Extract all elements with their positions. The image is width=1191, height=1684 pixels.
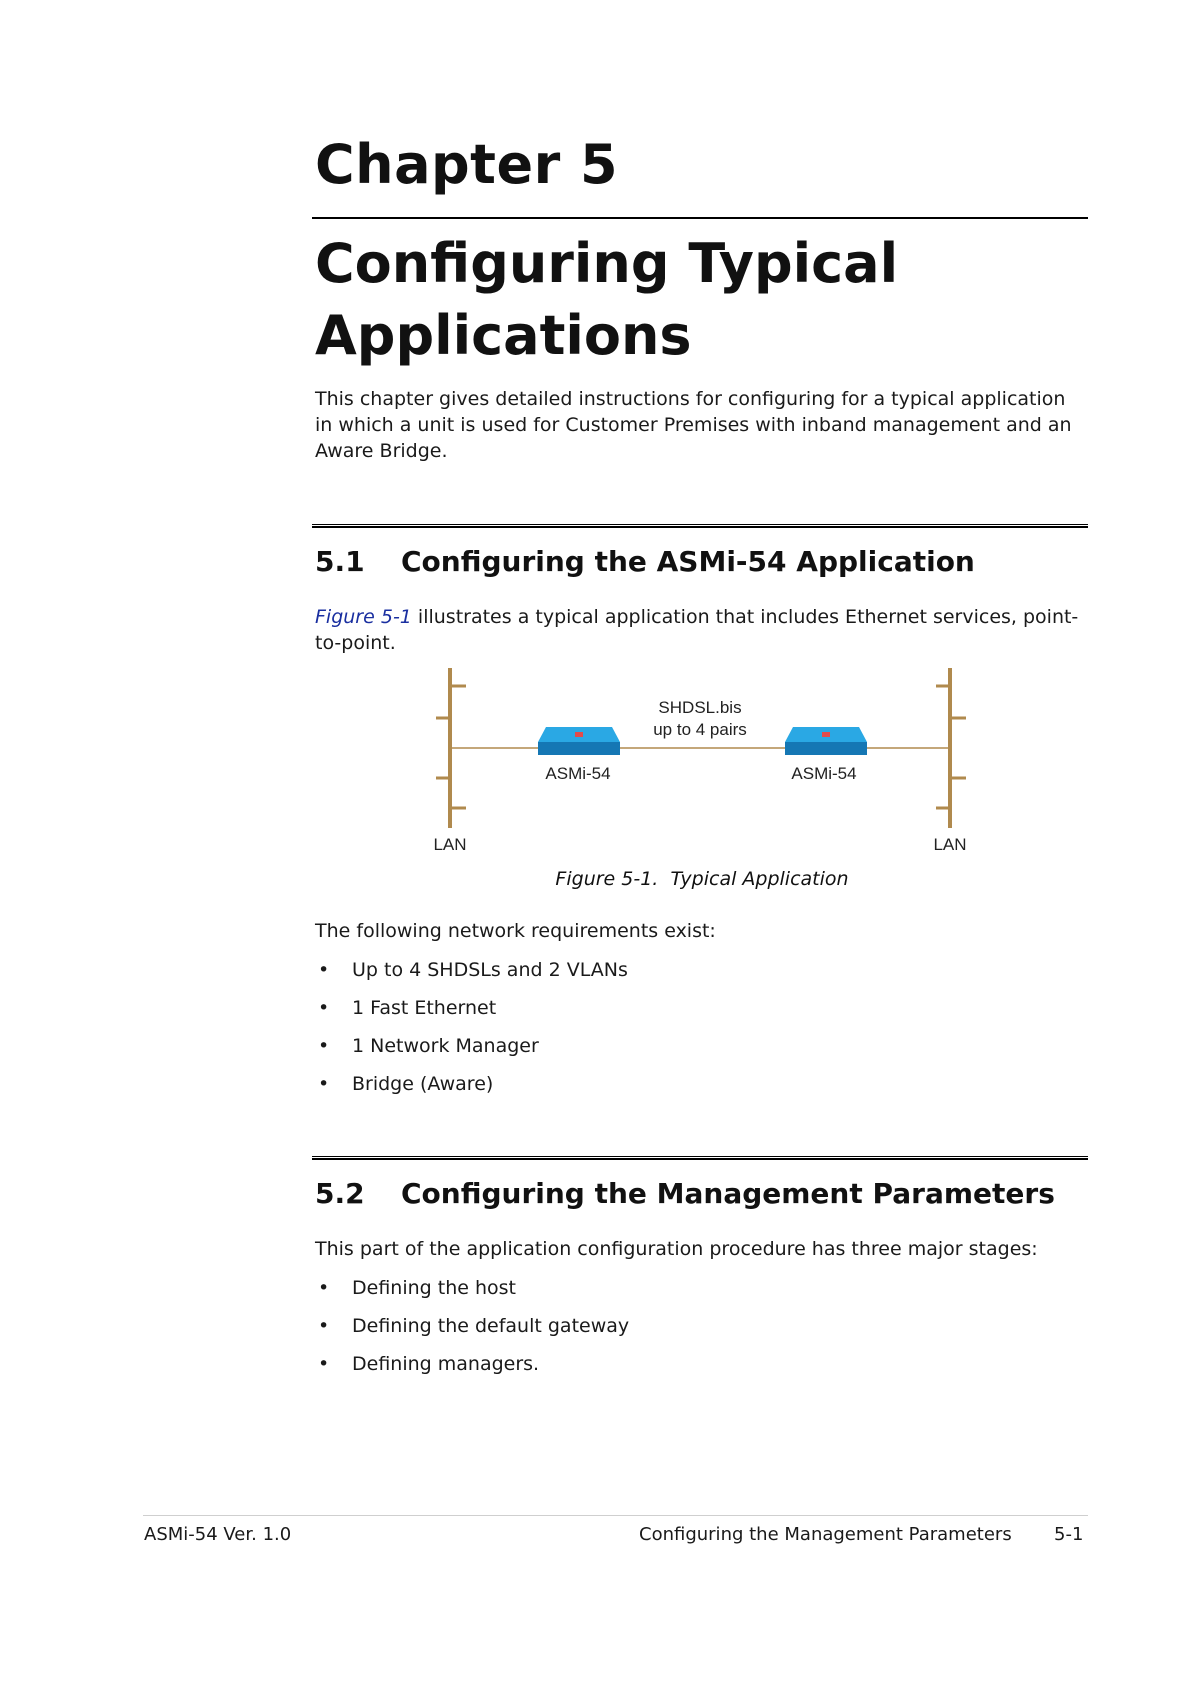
figure-link[interactable]: Figure 5-1 [315, 606, 412, 628]
footer-doc-version: ASMi-54 Ver. 1.0 [144, 1524, 292, 1545]
section-2-paragraph: This part of the application configuration procedure has three major stages: [315, 1238, 1038, 1260]
device-left-icon [538, 727, 620, 755]
list-item: • 1 Fast Ethernet [318, 997, 497, 1019]
figure-caption [0, 868, 1191, 890]
section-title: Configuring the ASMi-54 Application [401, 545, 975, 578]
requirements-intro: The following network requirements exist: [315, 920, 716, 942]
list-item: • 1 Network Manager [318, 1035, 539, 1057]
device-left-label: ASMi-54 [545, 764, 611, 783]
stages-list [315, 1275, 1075, 1389]
section-number: 5.2 [315, 1177, 365, 1210]
list-item: • Defining the host [318, 1277, 516, 1299]
section-title: Configuring the Management Parameters [401, 1177, 1055, 1210]
link-label-line1: SHDSL.bis [658, 698, 742, 717]
device-right-icon [785, 727, 867, 755]
requirements-list [315, 957, 1075, 1109]
lan-left-label: LAN [433, 835, 467, 854]
lan-right-label: LAN [933, 835, 967, 854]
footer-rule [143, 1515, 1088, 1516]
link-label-line2: up to 4 pairs [653, 720, 747, 739]
list-item: • Up to 4 SHDSLs and 2 VLANs [318, 959, 628, 981]
list-item: • Defining managers. [318, 1353, 540, 1375]
paragraph-text: illustrates a typical application that includes Ethernet services, point-to-point. [315, 606, 1079, 654]
footer-section-name: Configuring the Management Parameters [639, 1524, 1012, 1545]
section-heading-5-2 [315, 1177, 1055, 1210]
list-item: • Bridge (Aware) [318, 1073, 494, 1095]
chapter-title: Configuring Typical Applications [315, 232, 899, 367]
section-number: 5.1 [315, 545, 365, 578]
chapter-label: Chapter 5 [315, 133, 619, 196]
section-rule-2 [312, 1156, 1088, 1160]
device-right-label: ASMi-54 [791, 764, 857, 783]
list-item: • Defining the default gateway [318, 1315, 630, 1337]
footer-page-number: 5-1 [1054, 1524, 1084, 1545]
chapter-intro: This chapter gives detailed instructions for configuring for a typical application in which a unit is used for Customer Premises with inband management and an Aware Bridge. [315, 388, 1072, 462]
caption-number: Figure 5-1. [555, 868, 659, 890]
caption-title: Typical Application [670, 868, 849, 890]
